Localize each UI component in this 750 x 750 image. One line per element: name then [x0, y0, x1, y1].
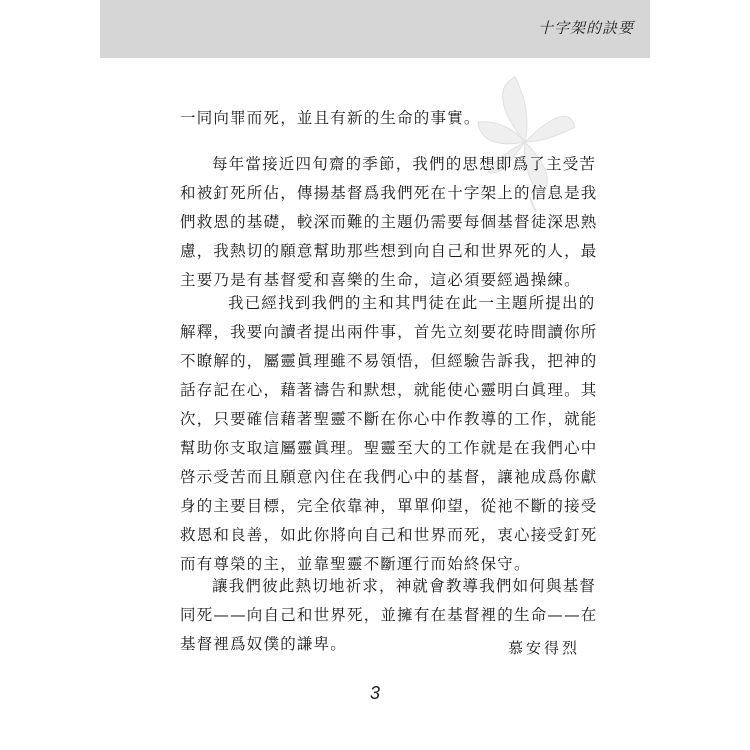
paragraph-line: 幫助你支取這屬靈眞理。聖靈至大的工作就是在我們心中: [180, 439, 598, 457]
paragraph-line: 不瞭解的，屬靈眞理雖不易領悟，但經驗告訴我，把神的: [180, 352, 598, 370]
page-number: 3: [369, 683, 380, 703]
paragraph-line: 救恩和良善，如此你將向自己和世界而死，衷心接受釘死: [180, 526, 598, 544]
paragraph-line: 們救恩的基礎，較深而難的主題仍需要每個基督徒深思熟: [180, 213, 598, 231]
paragraph-line: 而有尊榮的主，並靠聖靈不斷運行而始終保守。: [180, 555, 531, 573]
paragraph-line: 身的主要目標，完全依靠神，單單仰望，從祂不斷的接受: [180, 497, 598, 515]
paragraph-line: 啓示受苦而且願意內住在我們心中的基督，讓祂成爲你獻: [180, 468, 598, 486]
paragraph-line: 和被釘死所佔，傳揚基督爲我們死在十字架上的信息是我: [180, 184, 598, 202]
paragraph-3: [180, 289, 598, 579]
running-header-title: 十字架的訣要: [537, 19, 634, 37]
paragraph-line: 讓我們彼此熱切地祈求，神就會教導我們如何與基督: [212, 577, 597, 595]
running-header: [100, 0, 650, 58]
paragraph-line: 慮，我熱切的願意幫助那些想到向自己和世界死的人，最: [180, 242, 598, 260]
paragraph-line: 次，只要確信藉著聖靈不斷在你心中作教導的工作，就能: [180, 410, 598, 428]
paragraph-line: 主要乃是有基督愛和喜樂的生命，這必須要經過操練。: [180, 271, 581, 289]
paragraph-line: 一同向罪而死，並且有新的生命的事實。: [180, 109, 481, 127]
paragraph-line: 同死——向自己和世界死，並擁有在基督裡的生命——在: [180, 606, 598, 624]
paragraph-line: 解釋，我要向讀者提出兩件事，首先立刻要花時間讀你所: [180, 323, 598, 341]
author-signature: 慕安得烈: [507, 639, 580, 657]
paragraph-line: 我已經找到我們的主和其門徒在此一主題所提出的: [228, 294, 596, 312]
paragraph-2: [180, 150, 598, 295]
paragraph-line: 話存記在心，藉著禱告和默想，就能使心靈明白眞理。其: [180, 381, 598, 399]
paragraph-1: [180, 104, 580, 133]
paragraph-line: 每年當接近四旬齋的季節，我們的思想即爲了主受苦: [212, 155, 597, 173]
paragraph-line: 基督裡爲奴僕的謙卑。: [180, 635, 348, 653]
